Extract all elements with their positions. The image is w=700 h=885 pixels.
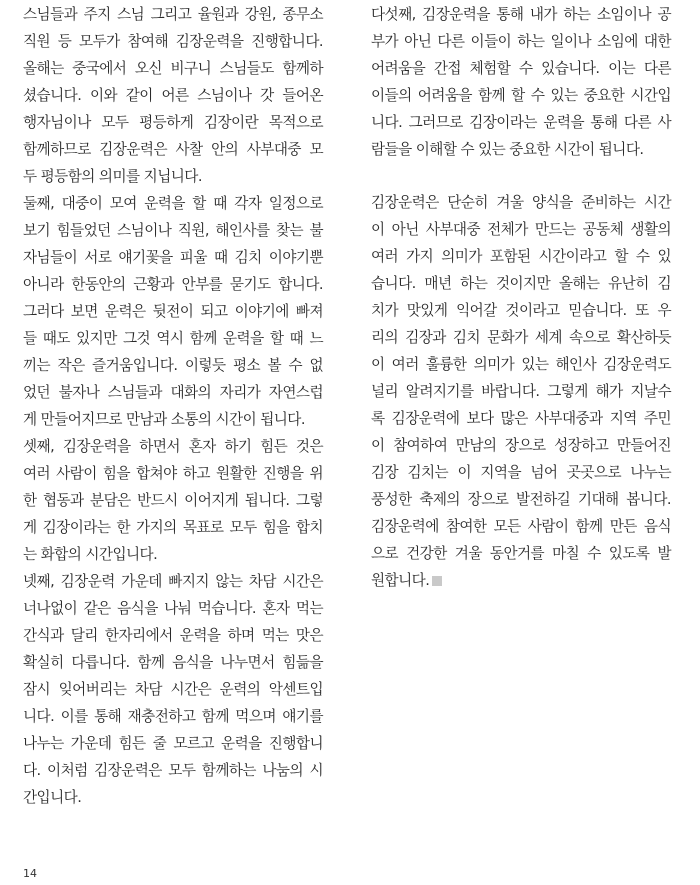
- text-line: 풍성한 축제의 장으로 발전하길 기대해 봅니다.: [371, 491, 671, 508]
- text-line: 둘째, 대중이 모여 운력을 할 때 각자 일정으로: [23, 195, 323, 212]
- text-line: 이들의 어려움을 함께 할 수 있는 중요한 시간입: [371, 87, 671, 104]
- text-line: 한 협동과 분담은 반드시 이어지게 됩니다. 그렇: [23, 492, 323, 509]
- text-line: 김장운력은 단순히 겨울 양식을 준비하는 시간: [371, 194, 671, 211]
- text-line: 셨습니다. 이와 같이 어른 스님이나 갓 들어온: [23, 87, 323, 104]
- end-mark-icon: [432, 576, 442, 586]
- text-line: 직원 등 모두가 참여해 김장운력을 진행합니다.: [23, 33, 323, 50]
- text-line: 셋째, 김장운력을 하면서 혼자 하기 힘든 것은: [23, 438, 323, 455]
- right-column: [371, 1, 671, 594]
- text-line: 여러 가지 의미가 포함된 시간이라고 할 수 있: [371, 248, 671, 265]
- text-line: 록 김장운력에 보다 많은 사부대중과 지역 주민: [371, 410, 671, 427]
- text-line: 게 만들어지므로 만남과 소통의 시간이 됩니다.: [23, 411, 305, 428]
- text-line: 널리 알려지기를 바랍니다. 그렇게 해가 지날수: [371, 383, 671, 400]
- text-line: 여러 사람이 힘을 합쳐야 하고 원활한 진행을 위: [23, 465, 323, 482]
- text-line: 부가 아닌 다른 이들이 하는 일이나 소임에 대한: [371, 33, 671, 50]
- text-line: 게 김장이라는 한 가지의 목표로 모두 힘을 합치: [23, 519, 323, 536]
- text-line: 두 평등함의 의미를 지닙니다.: [23, 168, 202, 185]
- text-line: 그러다 보면 운력은 뒷전이 되고 이야기에 빠져: [23, 303, 323, 320]
- text-line: 잠시 잊어버리는 차담 시간은 운력의 악센트입: [23, 681, 323, 698]
- text-line: 들 때도 있지만 그것 역시 함께 운력을 할 때 느: [23, 330, 323, 347]
- text-line: 치가 맛있게 익어갈 것이라고 믿습니다. 또 우: [371, 302, 671, 319]
- text-line-final: [371, 567, 671, 594]
- text-line: 으로 건강한 겨울 동안거를 마칠 수 있도록 발: [371, 545, 671, 562]
- text-line: 다섯째, 김장운력을 통해 내가 하는 소임이나 공: [371, 6, 671, 23]
- text-line: 간식과 달리 한자리에서 운력을 하며 먹는 맛은: [23, 627, 323, 644]
- text-line: 김장운력에 참여한 모든 사람이 함께 만든 음식: [371, 518, 671, 535]
- text-line: 확실히 다릅니다. 함께 음식을 나누면서 힘듦을: [23, 654, 323, 671]
- text-line: 김장 김치는 이 지역을 넘어 곳곳으로 나누는: [371, 464, 671, 481]
- text-line: 끼는 작은 즐거움입니다. 이렇듯 평소 볼 수 없: [23, 357, 323, 374]
- text-line: 간입니다.: [23, 789, 82, 806]
- text-line: 는 화합의 시간입니다.: [23, 546, 158, 563]
- text-line: 었던 불자나 스님들과 대화의 자리가 자연스럽: [23, 384, 323, 401]
- text-line: 습니다. 매년 하는 것이지만 올해는 유난히 김: [371, 275, 671, 292]
- text-line: 보기 힘들었던 스님이나 직원, 해인사를 찾는 불: [23, 222, 323, 239]
- text-line: 니다. 그러므로 김장이라는 운력을 통해 다른 사: [371, 114, 671, 131]
- final-text: 원합니다.: [371, 572, 430, 589]
- left-column: [23, 1, 323, 811]
- text-line: 함께하므로 김장운력은 사찰 안의 사부대중 모: [23, 141, 323, 158]
- text-line: 리의 김장과 김치 문화가 세계 속으로 확산하듯: [371, 329, 671, 346]
- text-line: 니다. 이를 통해 재충전하고 함께 먹으며 얘기를: [23, 708, 323, 725]
- text-line: 다. 이처럼 김장운력은 모두 함께하는 나눔의 시: [23, 762, 323, 779]
- paragraph-gap: [371, 163, 671, 189]
- page-number: 14: [23, 867, 37, 880]
- text-line: 이 참여하여 만남의 장으로 성장하고 만들어진: [371, 437, 671, 454]
- text-line: 어려움을 간접 체험할 수 있습니다. 이는 다른: [371, 60, 671, 77]
- text-line: 아니라 한동안의 근황과 안부를 묻기도 합니다.: [23, 276, 323, 293]
- text-line: 올해는 중국에서 오신 비구니 스님들도 함께하: [23, 60, 323, 77]
- text-line: 스님들과 주지 스님 그리고 율원과 강원, 종무소: [23, 6, 323, 23]
- text-line: 나누는 가운데 힘든 줄 모르고 운력을 진행합니: [23, 735, 323, 752]
- text-line: 행자님이나 모두 평등하게 김장이란 목적으로: [23, 114, 323, 131]
- text-line: 이 아닌 사부대중 전체가 만드는 공동체 생활의: [371, 221, 671, 238]
- text-line: 이 여러 훌륭한 의미가 있는 해인사 김장운력도: [371, 356, 671, 373]
- text-line: 넷째, 김장운력 가운데 빠지지 않는 차담 시간은: [23, 573, 323, 590]
- text-line: 람들을 이해할 수 있는 중요한 시간이 됩니다.: [371, 141, 644, 158]
- text-line: 자님들이 서로 얘기꽃을 피울 때 김치 이야기뿐: [23, 249, 323, 266]
- text-line: 너나없이 같은 음식을 나눠 먹습니다. 혼자 먹는: [23, 600, 323, 617]
